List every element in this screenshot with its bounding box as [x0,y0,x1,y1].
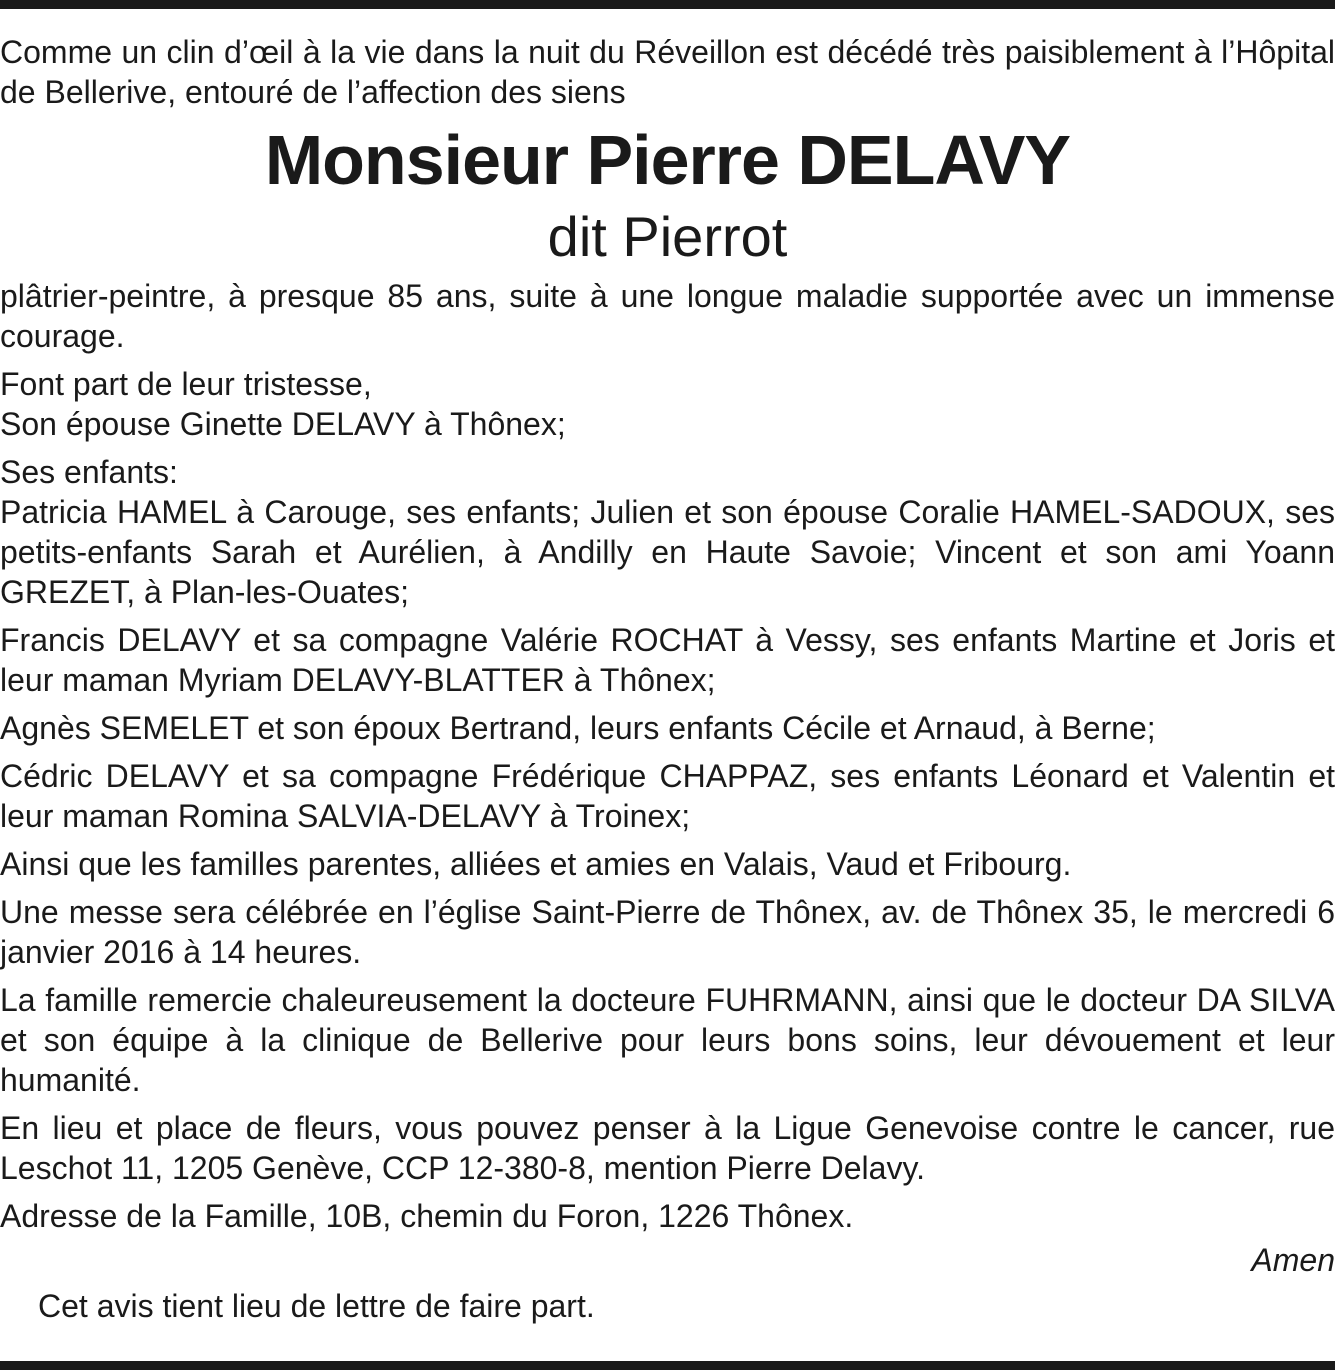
thanks-text: La famille remercie chaleureusement la docteure FUHRMANN, ainsi que le docteur DA SILVA et son équipe à la clinique de Bellerive pour leurs bons soins, leur dévouement et leur humanité. [0,982,1335,1098]
spouse-text: Son épouse Ginette DELAVY à Thônex; [0,406,566,442]
children-heading: Ses enfants: [0,454,178,490]
amen-text: Amen [1251,1242,1335,1278]
deceased-name: Monsieur Pierre DELAVY [264,121,1071,199]
intro-text: Comme un clin d’œil à la vie dans la nuit du Réveillon est décédé très paisiblement à l’Hôpital de Bellerive, entouré de l’affection des siens [0,34,1335,110]
notice-body [0,32,1335,1326]
font-part-text: Font part de leur tristesse, [0,366,372,402]
child-entry: Agnès SEMELET et son époux Bertrand, leurs enfants Cécile et Arnaud, à Berne; [0,710,1156,746]
top-border-rule [0,0,1335,9]
closing-text: Cet avis tient lieu de lettre de faire part. [38,1288,595,1324]
mass-text: Une messe sera célébrée en l’église Saint-Pierre de Thônex, av. de Thônex 35, le mercredi 6 janvier 2016 à 14 heures. [0,894,1335,970]
address-text: Adresse de la Famille, 10B, chemin du Foron, 1226 Thônex. [0,1198,854,1234]
description-text: plâtrier-peintre, à presque 85 ans, suite à une longue maladie supportée avec un immense courage. [0,278,1335,354]
child-entry: Cédric DELAVY et sa compagne Frédérique CHAPPAZ, ses enfants Léonard et Valentin et leur maman Romina SALVIA-DELAVY à Troinex; [0,758,1335,834]
donation-text: En lieu et place de fleurs, vous pouvez penser à la Ligue Genevoise contre le cancer, rue Leschot 11, 1205 Genève, CCP 12-380-8, mention Pierre Delavy. [0,1110,1335,1186]
bottom-border-rule [0,1361,1335,1370]
child-entry: Francis DELAVY et sa compagne Valérie ROCHAT à Vessy, ses enfants Martine et Joris et leur maman Myriam DELAVY-BLATTER à Thônex; [0,622,1335,698]
deceased-nickname: dit Pierrot [547,205,788,268]
families-text: Ainsi que les familles parentes, alliées et amies en Valais, Vaud et Fribourg. [0,846,1072,882]
child-entry: Patricia HAMEL à Carouge, ses enfants; Julien et son épouse Coralie HAMEL-SADOUX, ses petits-enfants Sarah et Aurélien, à Andilly en Haute Savoie; Vincent et son ami Yoann GREZET, à Plan-les-Ouates; [0,494,1335,610]
